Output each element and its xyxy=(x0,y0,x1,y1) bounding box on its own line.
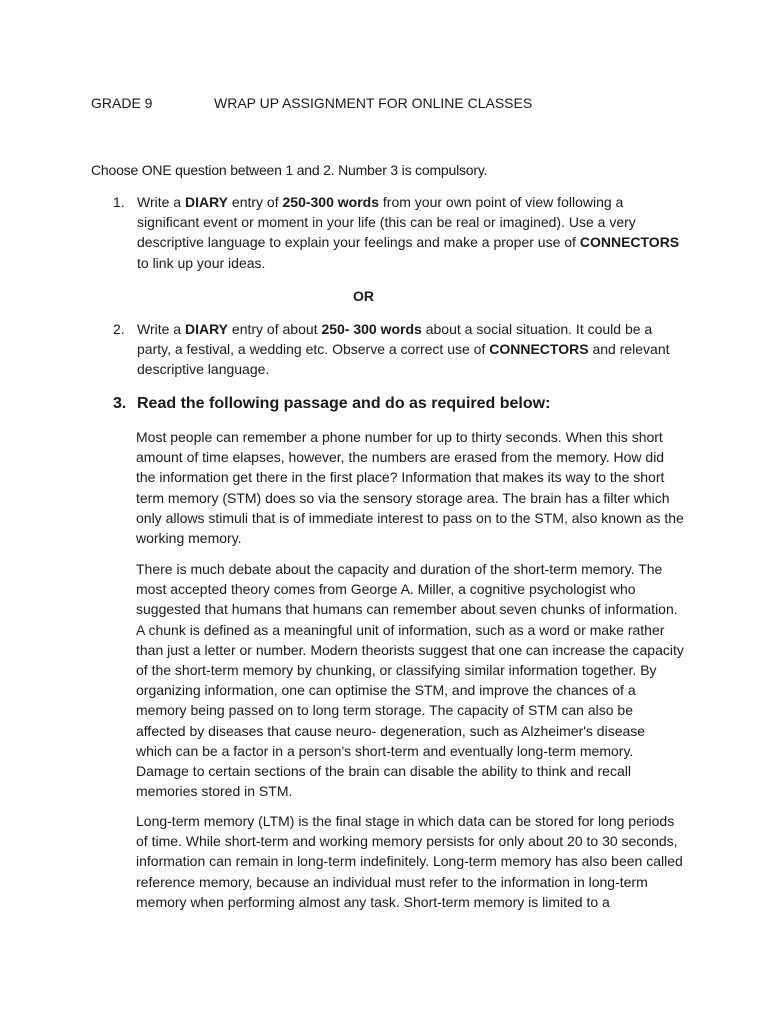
question-number: 2. xyxy=(113,321,125,337)
question-body xyxy=(137,319,683,380)
passage-paragraph-2 xyxy=(136,559,684,801)
question-text: to link up your ideas. xyxy=(137,254,266,271)
question-number: 1. xyxy=(113,194,125,210)
question-number: 3. xyxy=(113,395,127,412)
keyword-diary: DIARY xyxy=(184,194,229,210)
question-3-heading xyxy=(113,393,550,415)
keyword-diary: DIARY xyxy=(184,321,229,337)
question-text: from your own point of view following a significant event or moment in your life (this can be real or imagined). Use a very descriptive language to explain your feelings and make a proper use of xyxy=(137,194,636,251)
question-body xyxy=(137,192,683,273)
passage-paragraph-3 xyxy=(136,811,684,912)
question-3-text: Read the following passage and do as required below: xyxy=(137,395,551,412)
keyword-connectors: CONNECTORS xyxy=(579,234,680,251)
assignment-title: WRAP UP ASSIGNMENT FOR ONLINE CLASSES xyxy=(214,95,533,111)
keyword-word-count: 250- 300 words xyxy=(321,321,422,337)
question-text: entry of about xyxy=(228,321,322,337)
or-label: OR xyxy=(353,288,374,304)
or-separator xyxy=(353,286,374,306)
document-header xyxy=(91,93,532,113)
keyword-connectors: CONNECTORS xyxy=(489,341,589,358)
question-text: about a social situation. It could be a party, a festival, a wedding etc. Observe a correct use of xyxy=(137,321,653,358)
question-text: and relevant descriptive language. xyxy=(137,341,670,378)
question-2 xyxy=(113,319,683,380)
grade-label: GRADE 9 xyxy=(91,95,153,111)
instruction-text: Choose ONE question between 1 and 2. Number 3 is compulsory. xyxy=(91,162,488,178)
passage-paragraph-1 xyxy=(136,427,684,548)
question-1 xyxy=(113,192,683,273)
paragraph-text: Long-term memory (LTM) is the final stage in which data can be stored for long periods of time. While short-term and working memory persists for only about 20 to 30 seconds, information can remain in long-term indefinitely. Long-term memory has also been called reference memory, because an individual must refer to the information in long-term memory when performing almost any task. Short-term memory is limited to a xyxy=(136,813,683,910)
paragraph-text: There is much debate about the capacity and duration of the short-term memory. The most accepted theory comes from George A. Miller, a cognitive psychologist who suggested that humans that humans can remember about seven chunks of information. A chunk is defined as a meaningful unit of information, such as a word or make rather than just a letter or number. Modern theorists suggest that one can increase the capacity of the short-term memory by chunking, or classifying similar information together. By organizing information, one can optimise the STM, and improve the chances of a memory being passed on to long term storage. The capacity of STM can also be affected by diseases that cause neuro- degeneration, such as Alzheimer's disease which can be a factor in a person's short-term and eventually long-term memory. Damage to certain sections of the brain can disable the ability to think and recall memories stored in STM. xyxy=(136,561,684,800)
paragraph-text: Most people can remember a phone number for up to thirty seconds. When this short amount of time elapses, however, the numbers are erased from the memory. How did the information get there in the first place? Information that makes its way to the short term memory (STM) does so via the sensory storage area. The brain has a filter which only allows stimuli that is of immediate interest to pass on to the STM, also known as the working memory. xyxy=(136,429,684,547)
question-text: entry of xyxy=(228,194,283,210)
question-text: Write a xyxy=(137,194,185,210)
keyword-word-count: 250-300 words xyxy=(282,194,379,210)
question-text: Write a xyxy=(137,321,185,337)
